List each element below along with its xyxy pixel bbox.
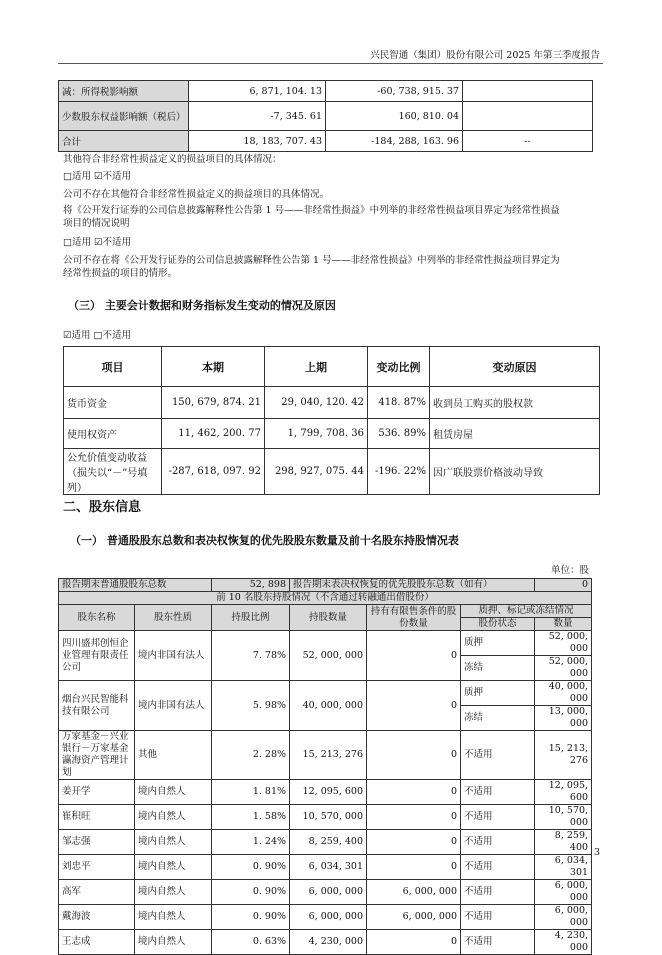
holder-ratio: 1. 58%	[212, 805, 290, 830]
holder-ratio: 0. 63%	[212, 930, 290, 955]
pledge-status: 不适用	[461, 930, 535, 955]
pledge-count: 6, 000, 000	[535, 905, 592, 930]
pledge-status: 质押	[461, 681, 535, 706]
holder-qty: 40, 000, 000	[290, 681, 367, 731]
holder-nature: 境内自然人	[135, 880, 212, 905]
holder-qty: 10, 570, 000	[290, 805, 367, 830]
holder-nature: 境内非国有法人	[135, 631, 212, 681]
pledge-count: 40, 000, 000	[535, 681, 592, 706]
holder-ratio: 0. 90%	[212, 905, 290, 930]
holder-ratio: 0. 90%	[212, 880, 290, 905]
holder-ratio: 1. 81%	[212, 780, 290, 805]
row-ratio: 418. 87%	[368, 387, 430, 419]
pledge-status: 不适用	[461, 731, 535, 780]
para-no-reclass-line2: 经常性损益的项目的情形。	[63, 268, 178, 279]
table-row	[64, 387, 600, 419]
col-pledge-count: 数量	[535, 618, 592, 631]
pledge-count: 13, 000, 000	[535, 706, 592, 731]
row-note	[463, 81, 593, 102]
col-item: 项目	[64, 347, 162, 387]
pledge-status: 冻结	[461, 656, 535, 681]
table-row	[59, 880, 592, 905]
holder-restricted: 6, 000, 000	[367, 880, 461, 905]
pref-holders-value: 0	[535, 579, 592, 592]
holder-ratio: 7. 78%	[212, 631, 290, 681]
pledge-count: 6, 034, 301	[535, 855, 592, 880]
pledge-status: 不适用	[461, 855, 535, 880]
table-row	[59, 930, 592, 955]
page-number: 3	[593, 847, 600, 858]
row-label: 合计	[59, 131, 189, 152]
pledge-status: 不适用	[461, 780, 535, 805]
unit-label: 单位：股	[550, 565, 589, 576]
pref-holders-label: 报告期末表决权恢复的优先股股东总数（如有）	[290, 579, 535, 592]
page-header: 兴民智通（集团）股份有限公司 2025 年第三季度报告	[370, 50, 600, 61]
pledge-count: 52, 000, 000	[535, 631, 592, 656]
holder-nature: 境内自然人	[135, 805, 212, 830]
table-row	[59, 805, 592, 830]
holder-name: 崔积旺	[59, 805, 135, 830]
col-pledge-status: 股份状态	[461, 618, 535, 631]
section2-subtitle: （一） 普通股股东总数和表决权恢复的优先股股东数量及前十名股东持股情况表	[70, 534, 459, 547]
table-row	[59, 81, 593, 102]
pledge-count: 10, 570, 000	[535, 805, 592, 830]
table-row	[59, 631, 592, 656]
holder-nature: 境内非国有法人	[135, 681, 212, 731]
holder-restricted: 0	[367, 855, 461, 880]
para-reclass-line1: 将《公开发行证券的公司信息披露解释性公告第 1 号——非经常性损益》中列举的非经常性损益项目界定为经常性损益	[63, 205, 560, 216]
holder-qty: 12, 095, 600	[290, 780, 367, 805]
total-holders-value: 52, 898	[212, 579, 290, 592]
table-row	[64, 419, 600, 449]
table-row	[59, 855, 592, 880]
total-holders-label: 报告期末普通股股东总数	[59, 579, 212, 592]
row-note: --	[463, 131, 593, 152]
para-other-items: 其他符合非经常性损益定义的损益项目的具体情况：	[63, 154, 282, 165]
top10-title: 前 10 名股东持股情况（不含通过转融通出借股份）	[59, 592, 592, 605]
holder-qty: 6, 000, 000	[290, 880, 367, 905]
checkbox-applicable-1: □适用 ☑不适用	[63, 171, 132, 182]
holder-qty: 15, 213, 276	[290, 731, 367, 780]
section2-title: 二、股东信息	[63, 500, 142, 515]
checkbox-applicable-2: □适用 ☑不适用	[63, 237, 132, 248]
shareholders-table	[58, 578, 592, 955]
pledge-count: 12, 095, 600	[535, 780, 592, 805]
row-current: -7, 345. 61	[189, 102, 326, 131]
col-holder-qty: 持股数量	[290, 605, 367, 631]
table-row	[59, 131, 593, 152]
pledge-status: 不适用	[461, 905, 535, 930]
pledge-count: 15, 213, 276	[535, 731, 592, 780]
table-row	[59, 905, 592, 930]
row-ratio: 536. 89%	[368, 419, 430, 449]
col-holder-ratio: 持股比例	[212, 605, 290, 631]
holder-restricted: 0	[367, 805, 461, 830]
holder-name: 刘忠平	[59, 855, 135, 880]
holder-ratio: 0. 90%	[212, 855, 290, 880]
section3-title: （三） 主要会计数据和财务指标发生变动的情况及原因	[68, 299, 336, 312]
row-ratio: -196. 22%	[368, 449, 430, 495]
row-item: 货币资金	[64, 387, 162, 419]
row-item: 公允价值变动收益（损失以“－”号填列）	[64, 449, 162, 495]
holder-qty: 6, 034, 301	[290, 855, 367, 880]
pledge-status: 质押	[461, 631, 535, 656]
pledge-status: 不适用	[461, 805, 535, 830]
holder-name: 高军	[59, 880, 135, 905]
row-previous: 29, 040, 120. 42	[265, 387, 368, 419]
row-label: 少数股东权益影响额（税后）	[59, 102, 189, 131]
holder-nature: 境内自然人	[135, 855, 212, 880]
holder-name: 四川盛邦创恒企业管理有限责任公司	[59, 631, 135, 681]
col-holder-nature: 股东性质	[135, 605, 212, 631]
para-no-other-items: 公司不存在其他符合非经常性损益定义的损益项目的具体情况。	[63, 189, 330, 200]
row-item: 使用权资产	[64, 419, 162, 449]
table-row	[59, 681, 592, 706]
pledge-count: 52, 000, 000	[535, 656, 592, 681]
holder-qty: 8, 259, 400	[290, 830, 367, 855]
holder-nature: 境内自然人	[135, 930, 212, 955]
row-label: 减：所得税影响额	[59, 81, 189, 102]
row-ytd: 160, 810. 04	[326, 102, 463, 131]
pledge-status: 不适用	[461, 830, 535, 855]
pledge-count: 4, 230, 000	[535, 930, 592, 955]
row-note	[463, 102, 593, 131]
holder-restricted: 0	[367, 631, 461, 681]
table-row	[64, 449, 600, 495]
holder-ratio: 1. 24%	[212, 830, 290, 855]
holder-qty: 4, 230, 000	[290, 930, 367, 955]
holder-nature: 境内自然人	[135, 780, 212, 805]
holder-restricted: 0	[367, 830, 461, 855]
holder-nature: 境内自然人	[135, 830, 212, 855]
holder-qty: 52, 000, 000	[290, 631, 367, 681]
pledge-count: 8, 259, 400	[535, 830, 592, 855]
pledge-status: 不适用	[461, 880, 535, 905]
row-current: 18, 183, 707. 43	[189, 131, 326, 152]
row-current: 150, 679, 874. 21	[162, 387, 265, 419]
holder-restricted: 0	[367, 930, 461, 955]
col-pledge-group: 质押、标记或冻结情况	[461, 605, 592, 618]
col-restricted: 持有有限售条件的股份数量	[367, 605, 461, 631]
holder-restricted: 6, 000, 000	[367, 905, 461, 930]
holder-ratio: 5. 98%	[212, 681, 290, 731]
col-ratio: 变动比例	[368, 347, 430, 387]
nonrecurring-table	[58, 80, 593, 152]
col-current: 本期	[162, 347, 265, 387]
col-reason: 变动原因	[430, 347, 600, 387]
holder-restricted: 0	[367, 681, 461, 731]
row-previous: 298, 927, 075. 44	[265, 449, 368, 495]
col-holder-name: 股东名称	[59, 605, 135, 631]
row-previous: 1, 799, 708. 36	[265, 419, 368, 449]
row-reason: 收到员工购买的股权款	[430, 387, 600, 419]
para-no-reclass-line1: 公司不存在将《公开发行证券的公司信息披露解释性公告第 1 号——非经常性损益》中列举的非经常性损益项目界定为	[63, 255, 560, 266]
holder-name: 万家基金－兴业银行－万家基金瀛海资产管理计划	[59, 731, 135, 780]
holder-name: 烟台兴民智能科技有限公司	[59, 681, 135, 731]
row-current: -287, 618, 097. 92	[162, 449, 265, 495]
table-row	[59, 830, 592, 855]
row-ytd: -184, 288, 163. 96	[326, 131, 463, 152]
row-ytd: -60, 738, 915. 37	[326, 81, 463, 102]
table-row	[59, 102, 593, 131]
header-divider	[58, 63, 603, 64]
checkbox-applicable-3: ☑适用 □不适用	[63, 330, 132, 341]
row-current: 6, 871, 104. 13	[189, 81, 326, 102]
holder-restricted: 0	[367, 731, 461, 780]
holder-qty: 6, 000, 000	[290, 905, 367, 930]
row-current: 11, 462, 200. 77	[162, 419, 265, 449]
holder-ratio: 2. 28%	[212, 731, 290, 780]
pledge-count: 6, 000, 000	[535, 880, 592, 905]
row-reason: 因广联股票价格波动导致	[430, 449, 600, 495]
holder-name: 王志成	[59, 930, 135, 955]
holder-name: 邹志强	[59, 830, 135, 855]
holder-name: 姜开学	[59, 780, 135, 805]
holder-nature: 其他	[135, 731, 212, 780]
col-previous: 上期	[265, 347, 368, 387]
row-reason: 租赁房屋	[430, 419, 600, 449]
pledge-status: 冻结	[461, 706, 535, 731]
para-reclass-line2: 项目的情况说明	[63, 218, 130, 229]
holder-nature: 境内自然人	[135, 905, 212, 930]
table-row	[59, 780, 592, 805]
holder-name: 戴海波	[59, 905, 135, 930]
table-row	[59, 731, 592, 780]
changes-table	[63, 346, 600, 495]
holder-restricted: 0	[367, 780, 461, 805]
